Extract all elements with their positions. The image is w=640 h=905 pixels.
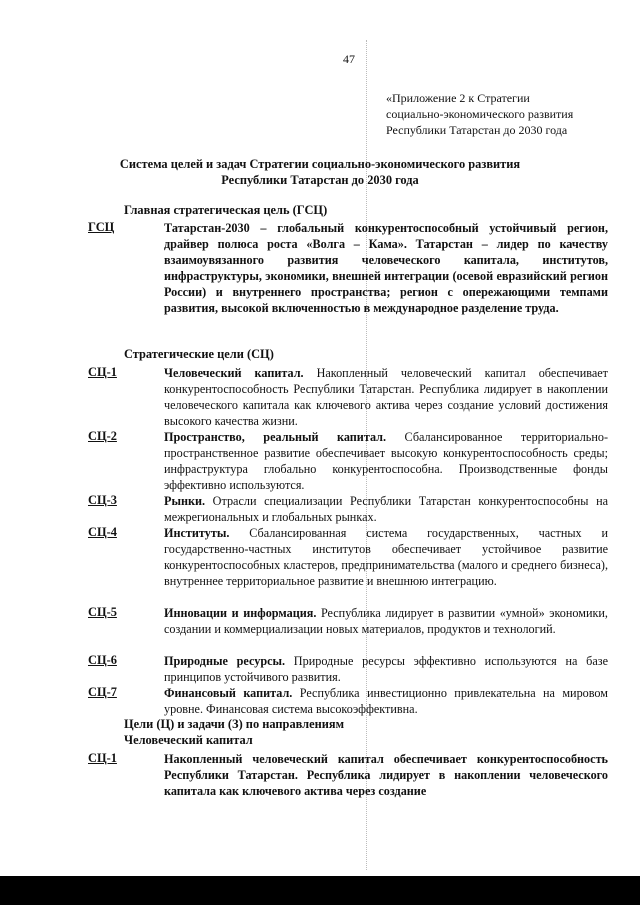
main-goal-label: ГСЦ [88, 220, 115, 234]
goal-title: Институты. [164, 526, 230, 540]
goal-body: Сбалансированная система государственных, частных и государственно-частных институтов обеспечивает устойчивое развитие конкурентоспособных кластеров, предпринимательства (малого и среднего бизнеса), внутреннее территориальное развитие и внешнюю интеграцию. [164, 526, 608, 588]
directions-subheading: Человеческий капитал [124, 733, 253, 747]
goal-text [164, 653, 608, 685]
goal-label: СЦ-2 [88, 429, 117, 443]
appendix-line-3: Республики Татарстан до 2030 года [386, 123, 568, 137]
title-line-1: Система целей и задач Стратегии социально-экономического развития [119, 157, 521, 171]
goal-title: Пространство, реальный капитал. [164, 430, 387, 444]
goal-text [164, 429, 608, 493]
goal-title: Инновации и информация. [164, 606, 317, 620]
goal-text [164, 493, 608, 525]
appendix-line-2: социально-экономического развития [386, 107, 574, 121]
main-goal-heading: Главная стратегическая цель (ГСЦ) [124, 203, 328, 217]
goal-label: СЦ-1 [88, 365, 117, 379]
goal-label: СЦ-6 [88, 653, 117, 667]
goal-label: СЦ-7 [88, 685, 117, 699]
strategic-goals-heading: Стратегические цели (СЦ) [124, 347, 274, 361]
appendix-line-1: «Приложение 2 к Стратегии [386, 91, 530, 105]
goal-text [164, 525, 608, 589]
goal-body: Республика инвестиционно привлекательна на мировом уровне. Финансовая система высокоэффективна. [164, 686, 608, 716]
goal-text [164, 365, 608, 429]
appendix-note [386, 90, 573, 138]
direction-text: Накопленный человеческий капитал обеспечивает конкурентоспособность Республики Татарстан. Республика лидирует в накоплении человеческого капитала как ключевого актива через создание [164, 752, 608, 798]
page-number: 47 [343, 52, 355, 66]
goal-label: СЦ-4 [88, 525, 117, 539]
goal-body: Отрасли специализации Республики Татарстан конкурентоспособны на межрегиональных и глобальных рынках. [164, 494, 608, 524]
scan-bottom-edge [0, 876, 640, 905]
goal-title: Финансовый капитал. [164, 686, 293, 700]
goal-text [164, 605, 608, 637]
goal-body: Сбалансированное территориально-пространственное развитие обеспечивает высокую конкурентоспособность среды; инфраструктура глобально конкурентоспособна. Производственные фонды эффективно используются. [164, 430, 609, 492]
goal-label: СЦ-3 [88, 493, 117, 507]
goal-title: Человеческий капитал. [164, 366, 304, 380]
title-line-2: Республики Татарстан до 2030 года [221, 173, 419, 187]
document-title [60, 156, 580, 188]
directions-heading: Цели (Ц) и задачи (З) по направлениям [124, 717, 345, 731]
goal-body: Накопленный человеческий капитал обеспечивает конкурентоспособность Республики Татарстан. Республика лидирует в накоплении человеческого капитала как ключевого актива через создание условий достижения высокого качества жизни. [164, 366, 608, 428]
main-goal-text: Татарстан-2030 – глобальный конкурентоспособный устойчивый регион, драйвер полюса роста «Волга – Кама». Татарстан – лидер по качеству взаимоувязанного развития человеческого капитала, институтов, инфраструктуры, экономики, внешней интеграции (осевой евразийский регион России) и внутреннего пространства; регион с опережающими темпами развития, высокой включенностью в международное разделение труда. [164, 221, 608, 315]
direction-label: СЦ-1 [88, 751, 117, 765]
goal-title: Рынки. [164, 494, 206, 508]
goal-body: Природные ресурсы эффективно используются на базе принципов устойчивого развития. [164, 654, 608, 684]
goal-text [164, 685, 608, 717]
goal-title: Природные ресурсы. [164, 654, 286, 668]
goal-label: СЦ-5 [88, 605, 117, 619]
goal-body: Республика лидирует в развитии «умной» экономики, создании и коммерциализации новых материалов, продуктов и технологий. [164, 606, 608, 636]
